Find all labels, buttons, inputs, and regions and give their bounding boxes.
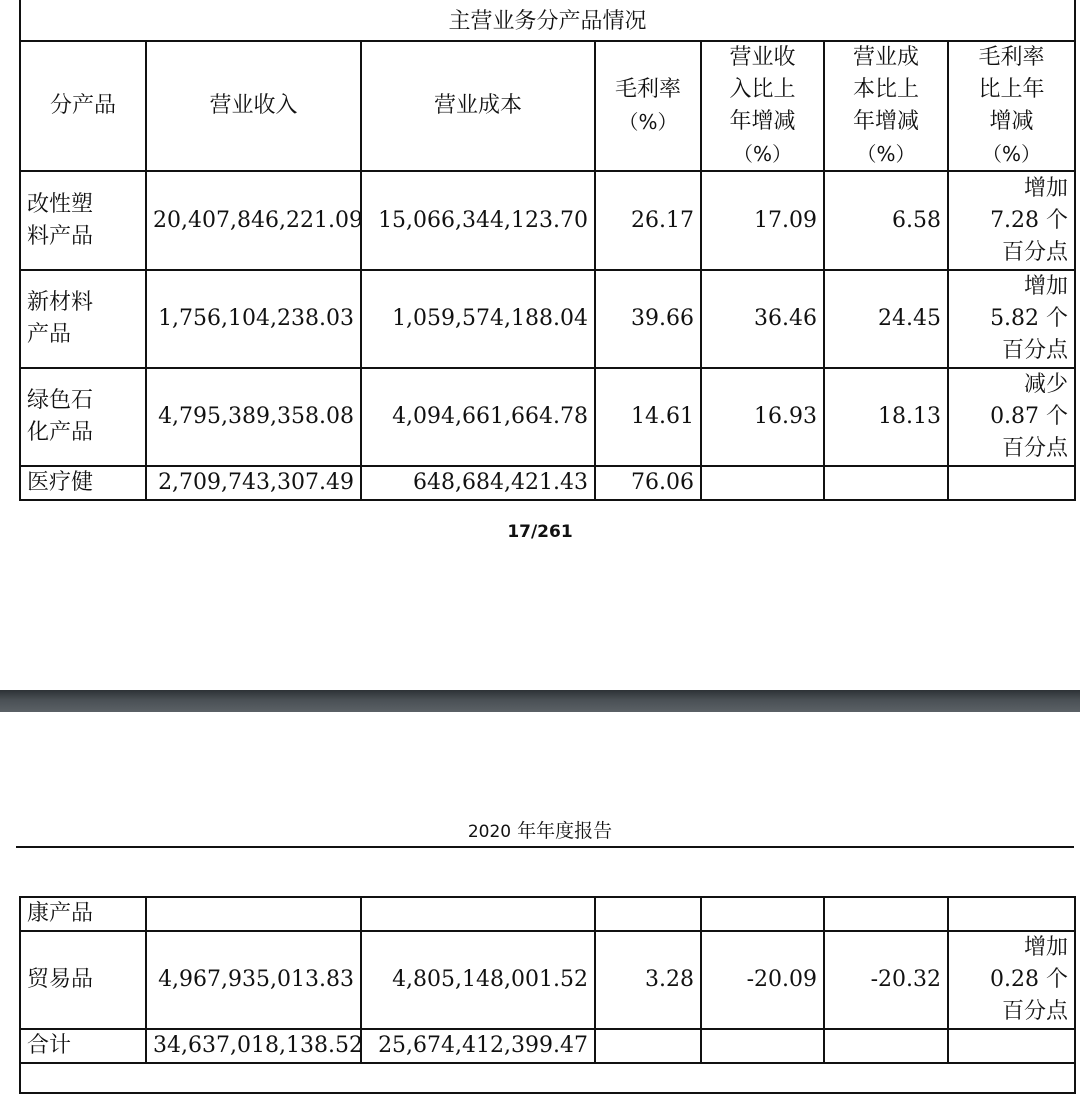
product-revenue-table <box>19 0 1076 501</box>
margin-cell <box>595 1029 701 1063</box>
running-header-year: 2020 <box>467 822 512 842</box>
margin-cell: 39.66 <box>595 270 701 368</box>
product-name: 贸易品 <box>20 931 146 1029</box>
product-name-line2: 料产品 <box>27 223 94 249</box>
header-margin-line1: 毛利率 <box>614 77 681 102</box>
header-cost-change-line4: （%） <box>856 142 916 166</box>
next-section-cell <box>20 1063 1075 1093</box>
table-row <box>20 368 1075 466</box>
revenue-cell: 20,407,846,221.09 <box>146 171 361 270</box>
total-row <box>20 1029 1075 1063</box>
product-revenue-table-continued <box>19 896 1076 1094</box>
product-name-line1: 绿色石 <box>27 388 94 413</box>
table-row <box>20 897 1075 931</box>
revenue-cell: 2,709,743,307.49 <box>146 466 361 500</box>
product-name-line2: 化产品 <box>27 420 94 445</box>
header-cost-change-line1: 营业成 <box>852 45 919 70</box>
report-page-18 <box>0 712 1080 1069</box>
section-title: 主营业务分产品情况 <box>20 0 1075 41</box>
header-rule <box>16 846 1074 848</box>
table-row <box>20 466 1075 500</box>
margin-change-cell <box>948 466 1075 500</box>
running-header <box>0 816 1080 843</box>
cost-cell: 4,805,148,001.52 <box>361 931 595 1029</box>
margin-change-cell <box>948 1029 1075 1063</box>
table-row <box>20 931 1075 1029</box>
margin-cell: 3.28 <box>595 931 701 1029</box>
cost-cell: 15,066,344,123.70 <box>361 171 595 270</box>
running-header-title: 年年度报告 <box>517 820 613 842</box>
next-section-row <box>20 1063 1075 1093</box>
margin-change-value: 7.28 个 <box>990 207 1069 233</box>
page-number: 17/261 <box>507 522 573 542</box>
margin-change-unit: 百分点 <box>1001 999 1068 1024</box>
margin-cell <box>595 897 701 931</box>
header-revenue-change <box>701 41 824 171</box>
header-margin-change <box>948 41 1075 171</box>
revenue-change-cell <box>701 897 824 931</box>
header-margin-change-line2: 比上年 <box>978 77 1045 102</box>
margin-change-cell <box>948 171 1075 270</box>
margin-change-value: 5.82 个 <box>990 306 1069 331</box>
cost-change-cell: 24.45 <box>824 270 948 368</box>
header-margin-line2: （%） <box>618 110 678 134</box>
product-name <box>20 368 146 466</box>
margin-change-cell <box>948 897 1075 931</box>
margin-change-cell <box>948 270 1075 368</box>
header-revenue-change-line1: 营业收 <box>729 45 796 70</box>
margin-change-value: 0.87 个 <box>990 404 1069 429</box>
margin-change-direction: 增加 <box>1024 274 1069 299</box>
margin-change-cell <box>948 368 1075 466</box>
header-cost-change <box>824 41 948 171</box>
cost-change-cell: 18.13 <box>824 368 948 466</box>
header-revenue-change-line4: （%） <box>732 142 792 166</box>
margin-change-direction: 增加 <box>1023 935 1068 960</box>
page-separator <box>0 690 1080 712</box>
header-revenue-change-line2: 入比上 <box>729 77 796 102</box>
product-name-line1: 改性塑 <box>27 191 94 217</box>
section-title-row <box>20 0 1075 41</box>
product-name-line1: 新材料 <box>27 290 94 315</box>
revenue-cell: 1,756,104,238.03 <box>146 270 361 368</box>
cost-cell: 1,059,574,188.04 <box>361 270 595 368</box>
revenue-change-cell: 36.46 <box>701 270 824 368</box>
revenue-cell: 34,637,018,138.52 <box>146 1029 361 1063</box>
margin-change-value: 0.28 个 <box>990 967 1068 992</box>
margin-change-direction: 减少 <box>1024 372 1069 397</box>
revenue-change-cell: 17.09 <box>701 171 824 270</box>
header-margin-change-line3: 增减 <box>989 109 1034 134</box>
margin-change-cell <box>948 931 1075 1029</box>
product-name <box>20 171 146 270</box>
margin-change-direction: 增加 <box>1024 175 1069 201</box>
table-row <box>20 171 1075 270</box>
header-cost-change-line3: 年增减 <box>852 109 919 134</box>
cost-change-cell <box>824 897 948 931</box>
revenue-change-cell: -20.09 <box>701 931 824 1029</box>
table-row <box>20 270 1075 368</box>
header-revenue-change-line3: 年增减 <box>729 109 796 134</box>
revenue-change-cell <box>701 1029 824 1063</box>
header-revenue: 营业收入 <box>146 41 361 171</box>
cost-cell: 648,684,421.43 <box>361 466 595 500</box>
revenue-change-cell <box>701 466 824 500</box>
cost-change-cell: -20.32 <box>824 931 948 1029</box>
header-margin <box>595 41 701 171</box>
cost-change-cell <box>824 1029 948 1063</box>
revenue-cell <box>146 897 361 931</box>
header-cost-change-line2: 本比上 <box>852 77 919 102</box>
cost-cell: 25,674,412,399.47 <box>361 1029 595 1063</box>
cost-change-cell: 6.58 <box>824 171 948 270</box>
revenue-cell: 4,795,389,358.08 <box>146 368 361 466</box>
cost-change-cell <box>824 466 948 500</box>
product-name: 合计 <box>20 1029 146 1063</box>
margin-cell: 26.17 <box>595 171 701 270</box>
header-row <box>20 41 1075 171</box>
header-product: 分产品 <box>20 41 146 171</box>
header-margin-change-line1: 毛利率 <box>978 45 1045 70</box>
margin-cell: 14.61 <box>595 368 701 466</box>
cost-cell: 4,094,661,664.78 <box>361 368 595 466</box>
margin-change-unit: 百分点 <box>1002 239 1069 265</box>
margin-cell: 76.06 <box>595 466 701 500</box>
header-margin-change-line4: （%） <box>982 142 1042 166</box>
revenue-cell: 4,967,935,013.83 <box>146 931 361 1029</box>
cost-cell <box>361 897 595 931</box>
margin-change-unit: 百分点 <box>1002 338 1069 363</box>
header-cost: 营业成本 <box>361 41 595 171</box>
margin-change-unit: 百分点 <box>1002 436 1069 461</box>
revenue-change-cell: 16.93 <box>701 368 824 466</box>
product-name <box>20 270 146 368</box>
product-name: 医疗健 <box>20 466 146 500</box>
product-name: 康产品 <box>20 897 146 931</box>
product-name-line2: 产品 <box>27 322 72 347</box>
